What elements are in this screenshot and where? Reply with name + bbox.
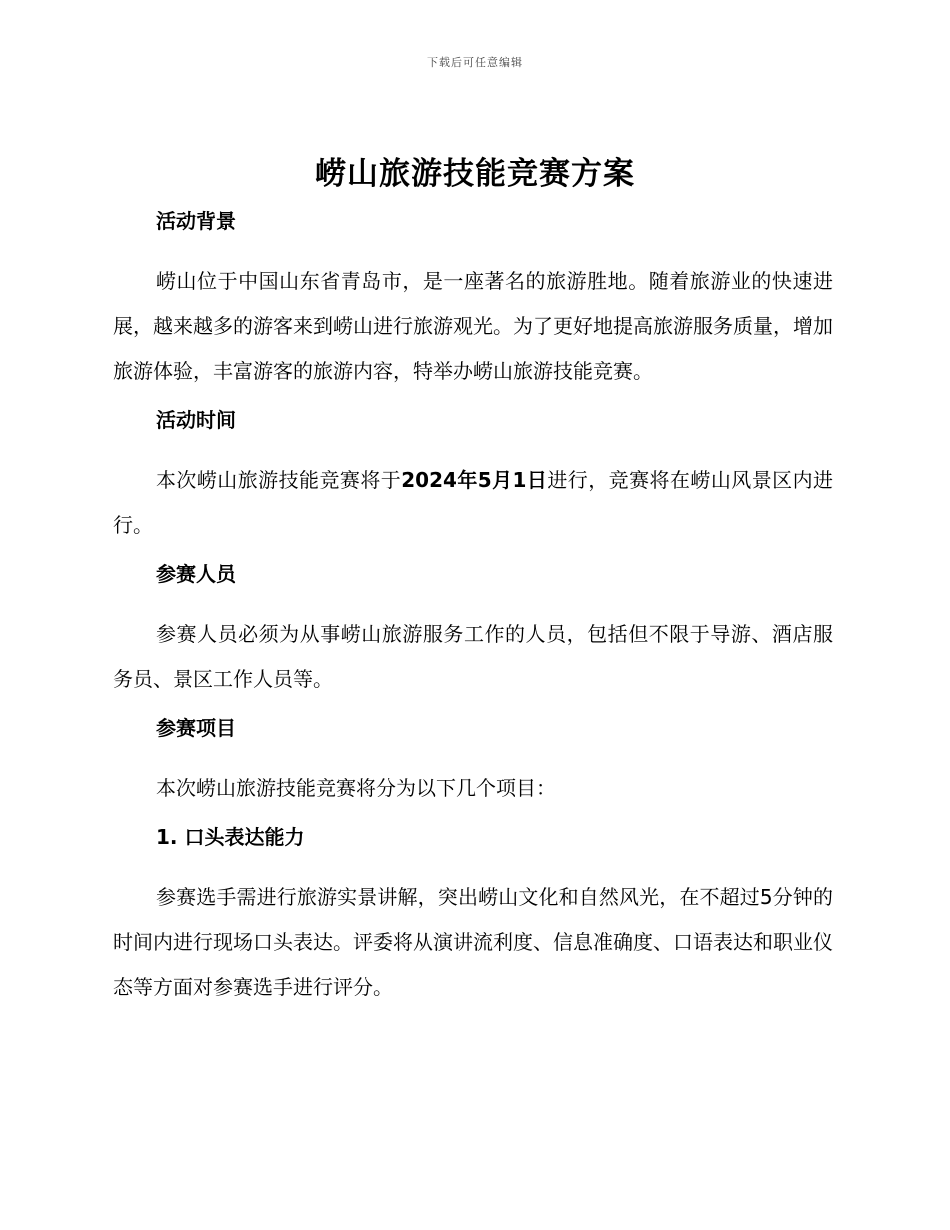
- document-body: [113, 203, 833, 1018]
- paragraph-oral: 参赛选手需进行旅游实景讲解，突出崂山文化和自然风光，在不超过5分钟的时间内进行现场口头表达。评委将从演讲流利度、信息准确度、口语表达和职业仪态等方面对参赛选手进行评分。: [113, 885, 833, 999]
- time-text-before: 本次崂山旅游技能竞赛将于: [156, 468, 402, 492]
- section-heading-background: 活动背景: [156, 209, 236, 233]
- paragraph-background: 崂山位于中国山东省青岛市，是一座著名的旅游胜地。随着旅游业的快速进展，越来越多的游客来到崂山进行旅游观光。为了更好地提高旅游服务质量，增加旅游体验，丰富游客的旅游内容，特举办崂山旅游技能竞赛。: [113, 269, 833, 383]
- section-heading-events: 参赛项目: [156, 716, 236, 740]
- section-heading-time: 活动时间: [156, 408, 236, 432]
- section-heading-participants: 参赛人员: [156, 562, 236, 586]
- section-heading-oral: 1. 口头表达能力: [156, 825, 305, 849]
- paragraph-time: [113, 458, 833, 548]
- document-title: 崂山旅游技能竞赛方案: [315, 156, 635, 192]
- time-text-after: 进行，竞赛将在崂山风景区内进行。: [113, 468, 834, 537]
- page-header-note: 下载后可任意编辑: [427, 56, 523, 69]
- paragraph-events: 本次崂山旅游技能竞赛将分为以下几个项目：: [156, 776, 556, 800]
- event-date: 2024年5月1日: [401, 468, 548, 492]
- paragraph-participants: 参赛人员必须为从事崂山旅游服务工作的人员，包括但不限于导游、酒店服务员、景区工作人员等。: [113, 622, 833, 691]
